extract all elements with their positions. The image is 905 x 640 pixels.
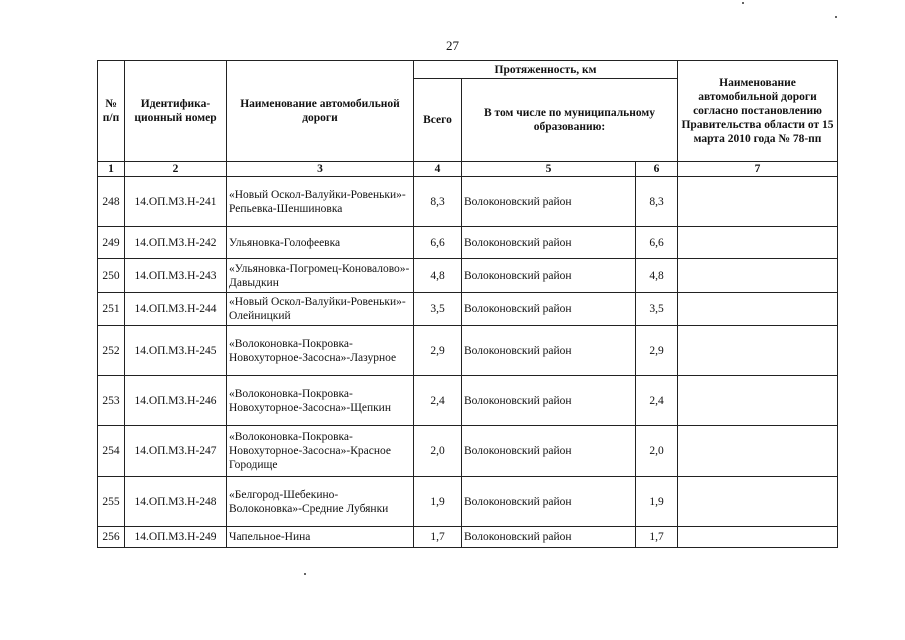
row-number: 256 (98, 527, 125, 548)
length-district: 2,9 (636, 326, 678, 376)
district: Волоконовский район (462, 527, 636, 548)
length-district: 1,7 (636, 527, 678, 548)
decree-name (678, 259, 838, 293)
decree-name (678, 326, 838, 376)
length-district: 4,8 (636, 259, 678, 293)
decree-name (678, 376, 838, 426)
road-id: 14.ОП.МЗ.Н-242 (125, 227, 227, 259)
length-total: 8,3 (414, 177, 462, 227)
district: Волоконовский район (462, 426, 636, 477)
road-name: «Волоконовка-Покровка-Новохуторное-Засосна»-Щепкин (227, 376, 414, 426)
road-id: 14.ОП.МЗ.Н-245 (125, 326, 227, 376)
decree-name (678, 426, 838, 477)
header-name: Наименование автомобильной дороги (227, 61, 414, 162)
column-number: 7 (678, 162, 838, 177)
column-number: 4 (414, 162, 462, 177)
decree-name (678, 527, 838, 548)
row-number: 250 (98, 259, 125, 293)
header-municipal: В том числе по муниципальному образованию: (462, 79, 678, 162)
road-name: «Волоконовка-Покровка-Новохуторное-Засосна»-Красное Городище (227, 426, 414, 477)
table-row (98, 326, 838, 376)
row-number: 252 (98, 326, 125, 376)
road-id: 14.ОП.МЗ.Н-243 (125, 259, 227, 293)
column-number: 2 (125, 162, 227, 177)
row-number: 255 (98, 477, 125, 527)
road-name: «Новый Оскол-Валуйки-Ровеньки»-Олейницкий (227, 293, 414, 326)
table-header (98, 61, 838, 177)
length-district: 6,6 (636, 227, 678, 259)
table-row (98, 259, 838, 293)
length-district: 1,9 (636, 477, 678, 527)
row-number: 248 (98, 177, 125, 227)
district: Волоконовский район (462, 259, 636, 293)
district: Волоконовский район (462, 326, 636, 376)
table-row (98, 426, 838, 477)
length-total: 2,0 (414, 426, 462, 477)
road-name: «Ульяновка-Погромец-Коновалово»- Давыдкин (227, 259, 414, 293)
table-row (98, 177, 838, 227)
road-name: «Волоконовка-Покровка-Новохуторное-Засосна»-Лазурное (227, 326, 414, 376)
header-num: № п/п (98, 61, 125, 162)
district: Волоконовский район (462, 177, 636, 227)
scan-speck (742, 2, 744, 4)
length-district: 3,5 (636, 293, 678, 326)
length-district: 2,4 (636, 376, 678, 426)
page-number: 27 (446, 38, 459, 53)
district: Волоконовский район (462, 293, 636, 326)
road-id: 14.ОП.МЗ.Н-244 (125, 293, 227, 326)
decree-name (678, 227, 838, 259)
column-number: 6 (636, 162, 678, 177)
length-total: 2,9 (414, 326, 462, 376)
length-district: 2,0 (636, 426, 678, 477)
decree-name (678, 293, 838, 326)
row-number: 254 (98, 426, 125, 477)
header-length-group: Протяженность, км (414, 61, 678, 79)
road-id: 14.ОП.МЗ.Н-249 (125, 527, 227, 548)
column-number: 3 (227, 162, 414, 177)
road-name: «Белгород-Шебекино-Волоконовка»-Средние Лубянки (227, 477, 414, 527)
decree-name (678, 177, 838, 227)
row-number: 249 (98, 227, 125, 259)
road-id: 14.ОП.МЗ.Н-248 (125, 477, 227, 527)
column-number: 5 (462, 162, 636, 177)
length-total: 3,5 (414, 293, 462, 326)
scan-speck (304, 573, 306, 575)
length-total: 4,8 (414, 259, 462, 293)
table-row (98, 376, 838, 426)
district: Волоконовский район (462, 477, 636, 527)
road-name: Ульяновка-Голофеевка (227, 227, 414, 259)
table-row (98, 227, 838, 259)
district: Волоконовский район (462, 227, 636, 259)
column-numbers-row (98, 162, 838, 177)
road-id: 14.ОП.МЗ.Н-241 (125, 177, 227, 227)
district: Волоконовский район (462, 376, 636, 426)
column-number: 1 (98, 162, 125, 177)
length-total: 1,9 (414, 477, 462, 527)
header-id: Идентифика-ционный номер (125, 61, 227, 162)
road-name: Чапельное-Нина (227, 527, 414, 548)
header-total: Всего (414, 79, 462, 162)
table-row (98, 477, 838, 527)
header-decree-name: Наименование автомобильной дороги согласно постановлению Правительства области от 15 марта 2010 года № 78-пп (678, 61, 838, 162)
row-number: 253 (98, 376, 125, 426)
table-row (98, 527, 838, 548)
length-total: 2,4 (414, 376, 462, 426)
length-total: 1,7 (414, 527, 462, 548)
road-name: «Новый Оскол-Валуйки-Ровеньки»-Репьевка-Шеншиновка (227, 177, 414, 227)
decree-name (678, 477, 838, 527)
roads-table (97, 60, 838, 548)
road-id: 14.ОП.МЗ.Н-246 (125, 376, 227, 426)
length-district: 8,3 (636, 177, 678, 227)
row-number: 251 (98, 293, 125, 326)
length-total: 6,6 (414, 227, 462, 259)
road-id: 14.ОП.МЗ.Н-247 (125, 426, 227, 477)
table-row (98, 293, 838, 326)
scan-speck (835, 16, 837, 18)
